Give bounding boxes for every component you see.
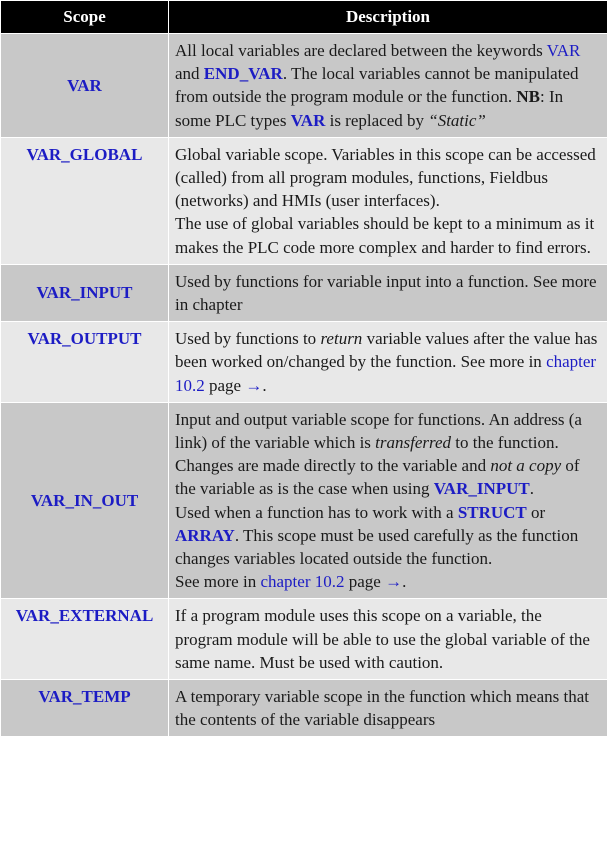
description-cell: A temporary variable scope in the function which means that the contents of the variable disappears: [169, 680, 607, 737]
description-cell: Global variable scope. Variables in this scope can be accessed (called) from all program modules, functions, Fieldbus (networks) and HMIs (user interfaces). The use of global variables should be kept to a minimum as it makes the PLC code more complex and harder to find errors.: [169, 137, 607, 264]
chapter-link[interactable]: chapter 10.2: [175, 352, 597, 395]
keyword: ARRAY: [175, 525, 235, 545]
scope-cell: VAR_EXTERNAL: [1, 599, 169, 680]
table-row: [1, 680, 607, 737]
description-cell: Input and output variable scope for functions. An address (a link) of the variable which is transferred to the function. Changes are made directly to the variable and not a copy of the variable as is the case when using VAR_INPUT. Used when a function has to work with a STRUCT or ARRAY. This scope must be used carefully as the function changes variables located outside the function. See more in chapter 10.2 page →.: [169, 402, 607, 599]
header-description: Description: [169, 1, 607, 34]
keyword: END_VAR: [203, 64, 283, 84]
scope-cell: VAR: [1, 34, 169, 138]
header-row: [1, 1, 607, 34]
table-row: [1, 137, 607, 264]
description-cell: Used by functions for variable input into a function. See more in chapter: [169, 264, 607, 321]
scope-cell: VAR_INPUT: [1, 264, 169, 321]
keyword: STRUCT: [457, 502, 527, 522]
description-cell: If a program module uses this scope on a variable, the program module will be able to use the global variable of the same name. Must be used with caution.: [169, 599, 607, 680]
arrow-right-icon[interactable]: →: [245, 375, 263, 395]
keyword: VAR: [290, 110, 326, 130]
scope-cell: VAR_OUTPUT: [1, 322, 169, 403]
scope-cell: VAR_GLOBAL: [1, 137, 169, 264]
header-scope: Scope: [1, 1, 169, 34]
description-cell: Used by functions to return variable values after the value has been worked on/changed by the function. See more in chapter 10.2 page →.: [169, 322, 607, 403]
keyword: VAR: [546, 41, 581, 60]
table-row: [1, 402, 607, 599]
scope-cell: VAR_IN_OUT: [1, 402, 169, 599]
keyword: VAR_INPUT: [433, 479, 530, 499]
scope-cell: VAR_TEMP: [1, 680, 169, 737]
table-row: [1, 34, 607, 138]
description-cell: All local variables are declared between the keywords VAR and END_VAR. The local variables cannot be manipulated from outside the program module or the function. NB: In some PLC types VAR is replaced by “Static”: [169, 34, 607, 138]
table-row: [1, 322, 607, 403]
table-row: [1, 599, 607, 680]
table-row: [1, 264, 607, 321]
arrow-right-icon[interactable]: →: [385, 572, 403, 592]
chapter-link[interactable]: chapter 10.2: [260, 572, 345, 592]
